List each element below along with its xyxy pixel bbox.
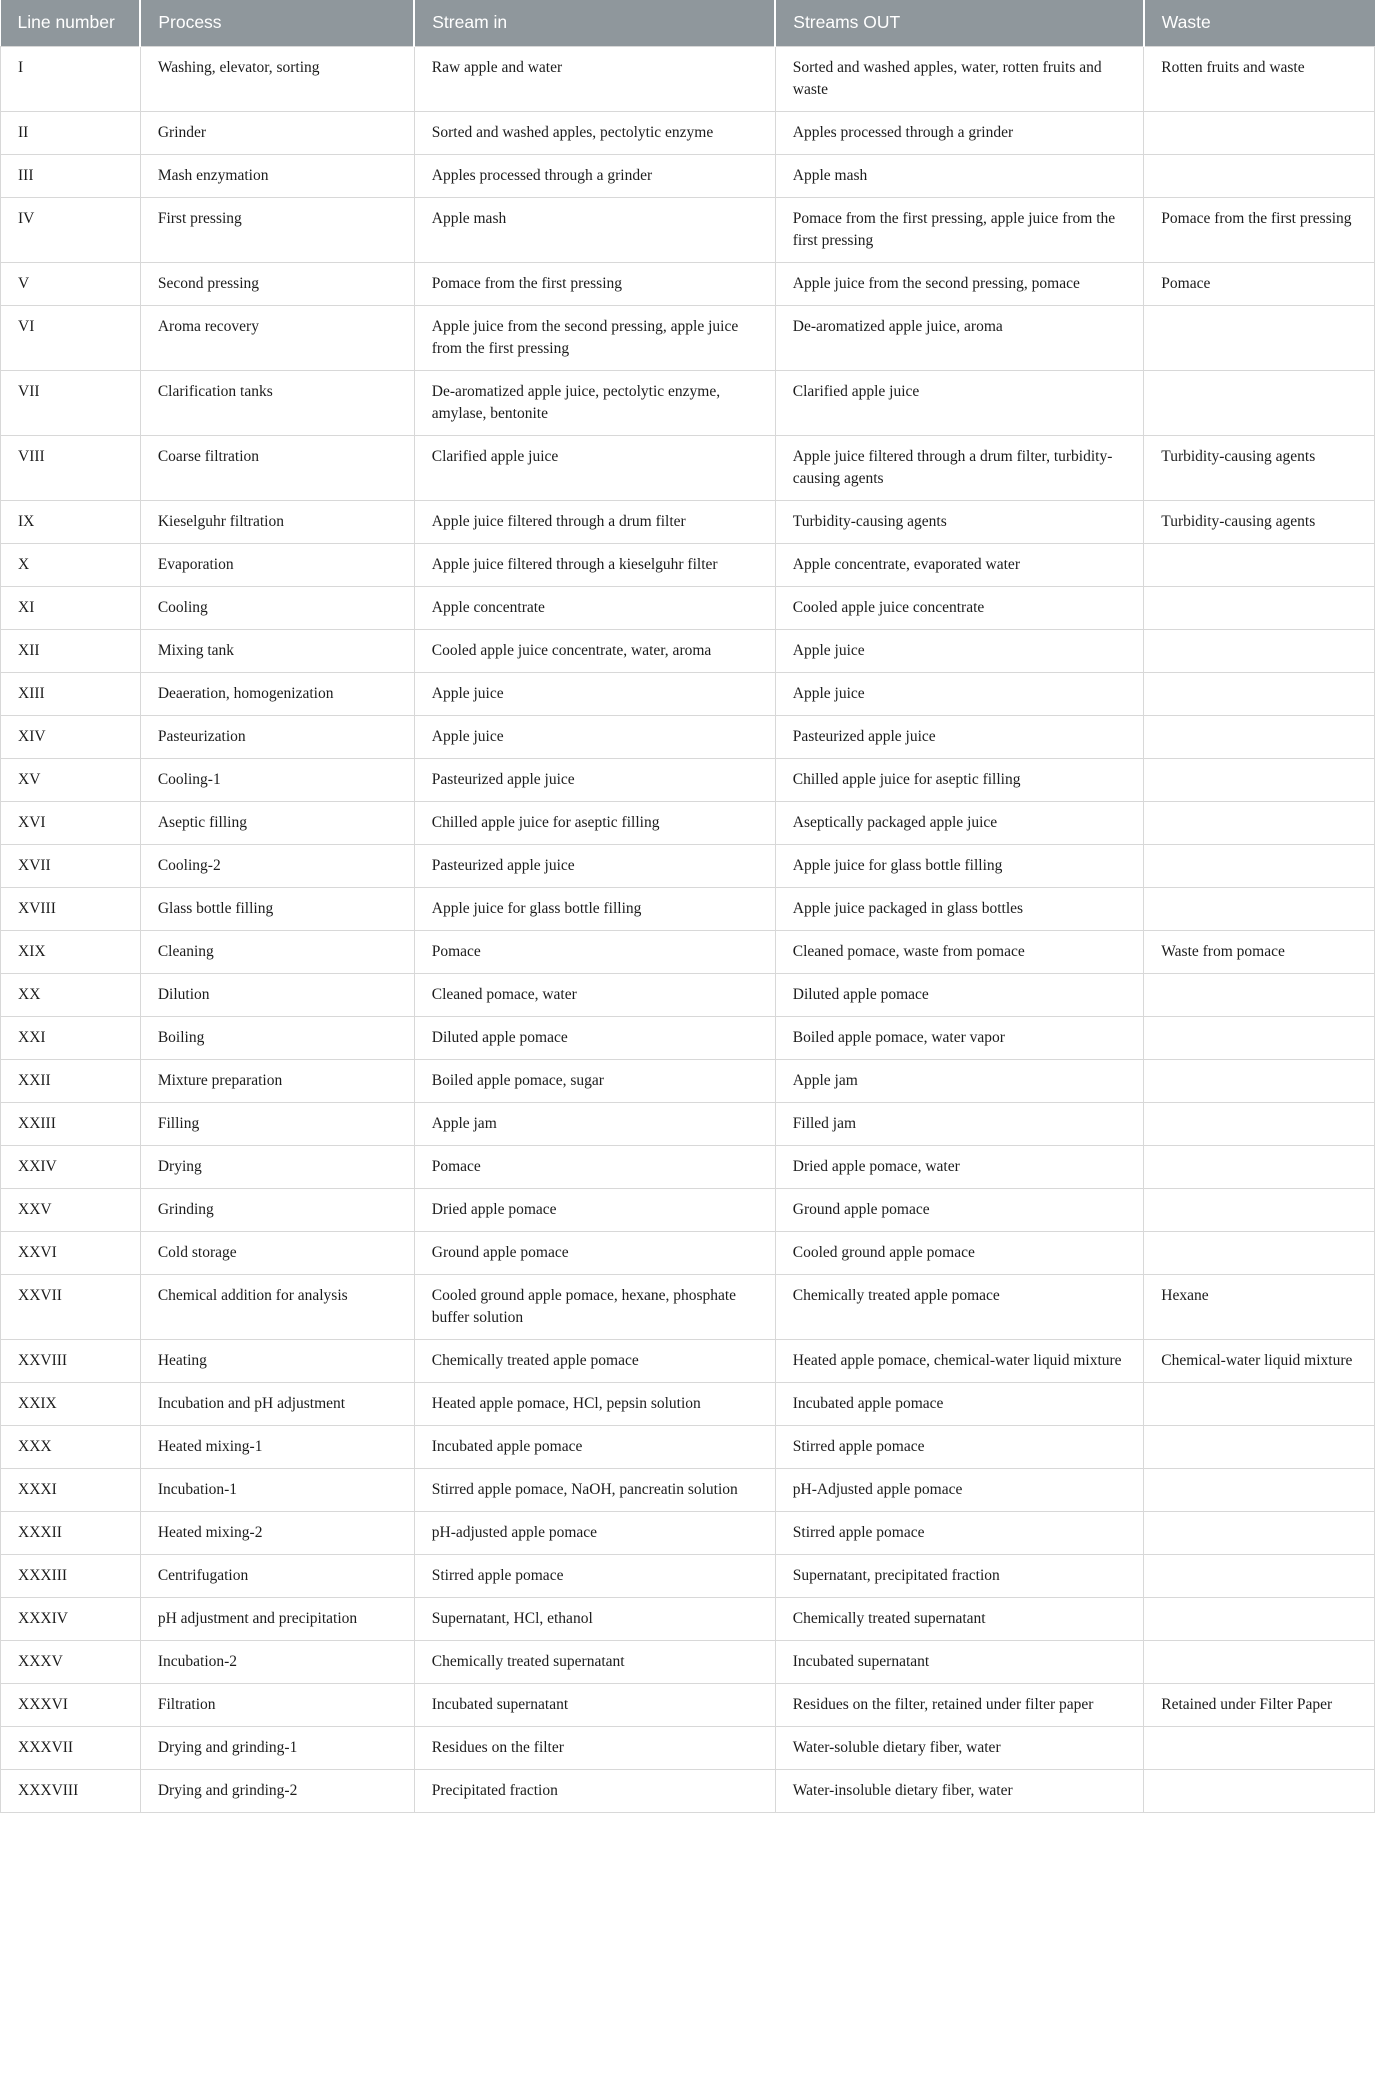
cell-streams-out: Stirred apple pomace [775,1511,1144,1554]
cell-stream-in: Pomace from the first pressing [414,262,775,305]
cell-streams-out: Apple concentrate, evaporated water [775,543,1144,586]
table-row [1,715,1375,758]
table-row [1,1683,1375,1726]
cell-stream-in: Cooled apple juice concentrate, water, aroma [414,629,775,672]
table-row [1,1554,1375,1597]
cell-waste: Chemical-water liquid mixture [1144,1339,1375,1382]
cell-stream-in: Apple juice [414,715,775,758]
cell-stream-in: Clarified apple juice [414,435,775,500]
cell-line-number: I [1,46,141,111]
cell-process: Dilution [140,973,414,1016]
table-row [1,197,1375,262]
cell-process: Boiling [140,1016,414,1059]
cell-process: Cooling-1 [140,758,414,801]
cell-streams-out: Pomace from the first pressing, apple juice from the first pressing [775,197,1144,262]
cell-waste [1144,154,1375,197]
cell-stream-in: Stirred apple pomace, NaOH, pancreatin solution [414,1468,775,1511]
cell-line-number: XXVII [1,1274,141,1339]
cell-process: Centrifugation [140,1554,414,1597]
cell-stream-in: Apple juice for glass bottle filling [414,887,775,930]
table-row [1,930,1375,973]
cell-stream-in: Pomace [414,1145,775,1188]
cell-waste: Waste from pomace [1144,930,1375,973]
cell-stream-in: Pomace [414,930,775,973]
table-row [1,1511,1375,1554]
cell-waste: Hexane [1144,1274,1375,1339]
cell-process: Cleaning [140,930,414,973]
cell-process: Grinder [140,111,414,154]
cell-line-number: XXVI [1,1231,141,1274]
cell-line-number: XXXII [1,1511,141,1554]
cell-streams-out: Apple juice [775,629,1144,672]
cell-streams-out: Chilled apple juice for aseptic filling [775,758,1144,801]
cell-process: Chemical addition for analysis [140,1274,414,1339]
cell-process: Cooling-2 [140,844,414,887]
cell-waste [1144,801,1375,844]
cell-line-number: VIII [1,435,141,500]
cell-line-number: XVI [1,801,141,844]
cell-waste [1144,1016,1375,1059]
cell-streams-out: Apple juice for glass bottle filling [775,844,1144,887]
cell-line-number: XXXIII [1,1554,141,1597]
cell-stream-in: Pasteurized apple juice [414,758,775,801]
cell-stream-in: Apple jam [414,1102,775,1145]
cell-stream-in: pH-adjusted apple pomace [414,1511,775,1554]
cell-waste: Turbidity-causing agents [1144,435,1375,500]
table-row [1,500,1375,543]
cell-streams-out: Water-soluble dietary fiber, water [775,1726,1144,1769]
cell-stream-in: Chemically treated apple pomace [414,1339,775,1382]
cell-stream-in: Boiled apple pomace, sugar [414,1059,775,1102]
cell-process: Cooling [140,586,414,629]
cell-waste [1144,543,1375,586]
cell-streams-out: Turbidity-causing agents [775,500,1144,543]
cell-streams-out: Apple juice filtered through a drum filter, turbidity-causing agents [775,435,1144,500]
cell-waste [1144,1468,1375,1511]
cell-process: Kieselguhr filtration [140,500,414,543]
table-row [1,111,1375,154]
cell-process: Heated mixing-1 [140,1425,414,1468]
cell-stream-in: Apples processed through a grinder [414,154,775,197]
cell-waste [1144,1059,1375,1102]
cell-line-number: XXXVIII [1,1769,141,1812]
cell-streams-out: Aseptically packaged apple juice [775,801,1144,844]
cell-stream-in: Apple concentrate [414,586,775,629]
cell-streams-out: Stirred apple pomace [775,1425,1144,1468]
cell-line-number: XVII [1,844,141,887]
column-header-waste: Waste [1144,0,1375,46]
cell-line-number: XXIX [1,1382,141,1425]
cell-streams-out: Diluted apple pomace [775,973,1144,1016]
cell-waste [1144,111,1375,154]
table-row [1,262,1375,305]
cell-waste [1144,1769,1375,1812]
cell-line-number: XVIII [1,887,141,930]
cell-process: Mash enzymation [140,154,414,197]
cell-streams-out: Incubated supernatant [775,1640,1144,1683]
cell-stream-in: Chemically treated supernatant [414,1640,775,1683]
cell-process: Glass bottle filling [140,887,414,930]
cell-line-number: XI [1,586,141,629]
table-row [1,1016,1375,1059]
cell-streams-out: Cooled ground apple pomace [775,1231,1144,1274]
table-row [1,154,1375,197]
table-row [1,543,1375,586]
column-header-process: Process [140,0,414,46]
table-row [1,586,1375,629]
cell-process: Mixture preparation [140,1059,414,1102]
cell-process: Grinding [140,1188,414,1231]
cell-line-number: VI [1,305,141,370]
table-row [1,1597,1375,1640]
cell-line-number: XXIII [1,1102,141,1145]
cell-line-number: XX [1,973,141,1016]
cell-streams-out: De-aromatized apple juice, aroma [775,305,1144,370]
cell-line-number: XXXI [1,1468,141,1511]
cell-waste [1144,629,1375,672]
cell-stream-in: Dried apple pomace [414,1188,775,1231]
cell-line-number: XXI [1,1016,141,1059]
table-row [1,629,1375,672]
table-row [1,1769,1375,1812]
cell-process: Incubation-1 [140,1468,414,1511]
cell-process: Deaeration, homogenization [140,672,414,715]
table-row [1,1425,1375,1468]
cell-streams-out: Heated apple pomace, chemical-water liquid mixture [775,1339,1144,1382]
cell-line-number: XXXV [1,1640,141,1683]
table-row [1,672,1375,715]
table-row [1,1102,1375,1145]
cell-waste: Pomace [1144,262,1375,305]
column-header-line-number: Line number [1,0,141,46]
column-header-stream-in: Stream in [414,0,775,46]
cell-process: Washing, elevator, sorting [140,46,414,111]
cell-streams-out: Apple juice [775,672,1144,715]
cell-stream-in: Stirred apple pomace [414,1554,775,1597]
table-row [1,305,1375,370]
cell-stream-in: Sorted and washed apples, pectolytic enzyme [414,111,775,154]
cell-waste [1144,1640,1375,1683]
table-row [1,1059,1375,1102]
cell-streams-out: Ground apple pomace [775,1188,1144,1231]
table-row [1,1188,1375,1231]
cell-stream-in: Raw apple and water [414,46,775,111]
cell-line-number: XXX [1,1425,141,1468]
cell-streams-out: Clarified apple juice [775,370,1144,435]
cell-line-number: IX [1,500,141,543]
cell-waste [1144,715,1375,758]
cell-stream-in: Precipitated fraction [414,1769,775,1812]
cell-waste [1144,1597,1375,1640]
cell-streams-out: Filled jam [775,1102,1144,1145]
cell-stream-in: Apple juice filtered through a kieselguhr filter [414,543,775,586]
cell-streams-out: Chemically treated apple pomace [775,1274,1144,1339]
cell-streams-out: Cleaned pomace, waste from pomace [775,930,1144,973]
cell-line-number: XXIV [1,1145,141,1188]
table-row [1,1382,1375,1425]
cell-waste [1144,1145,1375,1188]
table-row [1,1339,1375,1382]
cell-line-number: VII [1,370,141,435]
cell-line-number: III [1,154,141,197]
cell-streams-out: Incubated apple pomace [775,1382,1144,1425]
cell-waste [1144,1382,1375,1425]
cell-waste [1144,305,1375,370]
cell-waste [1144,1425,1375,1468]
table-body [1,46,1375,1812]
table-row [1,1640,1375,1683]
table-row [1,801,1375,844]
cell-waste [1144,758,1375,801]
cell-process: Drying and grinding-2 [140,1769,414,1812]
cell-line-number: II [1,111,141,154]
cell-waste [1144,370,1375,435]
cell-stream-in: Heated apple pomace, HCl, pepsin solution [414,1382,775,1425]
table-row [1,1274,1375,1339]
cell-process: Incubation-2 [140,1640,414,1683]
cell-process: Aseptic filling [140,801,414,844]
cell-line-number: XV [1,758,141,801]
column-header-streams-out: Streams OUT [775,0,1144,46]
cell-streams-out: Apple jam [775,1059,1144,1102]
cell-process: Cold storage [140,1231,414,1274]
cell-process: Heating [140,1339,414,1382]
cell-streams-out: Cooled apple juice concentrate [775,586,1144,629]
cell-streams-out: Water-insoluble dietary fiber, water [775,1769,1144,1812]
cell-waste [1144,1726,1375,1769]
cell-line-number: V [1,262,141,305]
cell-stream-in: Pasteurized apple juice [414,844,775,887]
cell-line-number: XXVIII [1,1339,141,1382]
cell-waste: Pomace from the first pressing [1144,197,1375,262]
table-row [1,887,1375,930]
cell-process: Evaporation [140,543,414,586]
cell-line-number: XXXVI [1,1683,141,1726]
cell-stream-in: Residues on the filter [414,1726,775,1769]
cell-line-number: XXV [1,1188,141,1231]
cell-waste: Turbidity-causing agents [1144,500,1375,543]
cell-waste: Retained under Filter Paper [1144,1683,1375,1726]
table-row [1,435,1375,500]
table-row [1,1145,1375,1188]
cell-stream-in: De-aromatized apple juice, pectolytic enzyme, amylase, bentonite [414,370,775,435]
cell-process: First pressing [140,197,414,262]
cell-waste [1144,1231,1375,1274]
cell-process: Pasteurization [140,715,414,758]
table-row [1,1468,1375,1511]
table-row [1,844,1375,887]
cell-stream-in: Diluted apple pomace [414,1016,775,1059]
cell-stream-in: Incubated apple pomace [414,1425,775,1468]
cell-stream-in: Supernatant, HCl, ethanol [414,1597,775,1640]
cell-process: Second pressing [140,262,414,305]
cell-line-number: IV [1,197,141,262]
cell-process: Incubation and pH adjustment [140,1382,414,1425]
cell-process: Clarification tanks [140,370,414,435]
cell-process: Drying [140,1145,414,1188]
cell-process: Drying and grinding-1 [140,1726,414,1769]
cell-waste [1144,887,1375,930]
cell-waste [1144,586,1375,629]
table-row [1,758,1375,801]
cell-process: pH adjustment and precipitation [140,1597,414,1640]
cell-waste [1144,1102,1375,1145]
cell-line-number: XXXVII [1,1726,141,1769]
cell-process: Aroma recovery [140,305,414,370]
table-row [1,1231,1375,1274]
cell-process: Coarse filtration [140,435,414,500]
cell-line-number: XXXIV [1,1597,141,1640]
cell-line-number: XXII [1,1059,141,1102]
table-row [1,46,1375,111]
table-row [1,370,1375,435]
cell-stream-in: Incubated supernatant [414,1683,775,1726]
cell-streams-out: Boiled apple pomace, water vapor [775,1016,1144,1059]
cell-streams-out: Apple juice from the second pressing, pomace [775,262,1144,305]
cell-stream-in: Apple mash [414,197,775,262]
cell-waste [1144,844,1375,887]
cell-streams-out: Dried apple pomace, water [775,1145,1144,1188]
cell-line-number: XII [1,629,141,672]
cell-waste: Rotten fruits and waste [1144,46,1375,111]
cell-process: Heated mixing-2 [140,1511,414,1554]
cell-stream-in: Chilled apple juice for aseptic filling [414,801,775,844]
header-row [1,0,1375,46]
cell-streams-out: pH-Adjusted apple pomace [775,1468,1144,1511]
cell-process: Filtration [140,1683,414,1726]
cell-streams-out: Apple juice packaged in glass bottles [775,887,1144,930]
cell-waste [1144,973,1375,1016]
cell-streams-out: Apples processed through a grinder [775,111,1144,154]
cell-streams-out: Residues on the filter, retained under filter paper [775,1683,1144,1726]
cell-streams-out: Apple mash [775,154,1144,197]
cell-streams-out: Sorted and washed apples, water, rotten fruits and waste [775,46,1144,111]
cell-line-number: XIV [1,715,141,758]
table-header [1,0,1375,46]
cell-line-number: XIX [1,930,141,973]
cell-stream-in: Ground apple pomace [414,1231,775,1274]
cell-line-number: X [1,543,141,586]
cell-process: Filling [140,1102,414,1145]
cell-process: Mixing tank [140,629,414,672]
cell-stream-in: Apple juice filtered through a drum filter [414,500,775,543]
cell-streams-out: Chemically treated supernatant [775,1597,1144,1640]
table-row [1,1726,1375,1769]
cell-waste [1144,1511,1375,1554]
cell-stream-in: Apple juice from the second pressing, apple juice from the first pressing [414,305,775,370]
cell-stream-in: Cooled ground apple pomace, hexane, phosphate buffer solution [414,1274,775,1339]
cell-waste [1144,672,1375,715]
cell-streams-out: Supernatant, precipitated fraction [775,1554,1144,1597]
cell-waste [1144,1554,1375,1597]
cell-streams-out: Pasteurized apple juice [775,715,1144,758]
cell-stream-in: Apple juice [414,672,775,715]
cell-stream-in: Cleaned pomace, water [414,973,775,1016]
table-row [1,973,1375,1016]
cell-line-number: XIII [1,672,141,715]
cell-waste [1144,1188,1375,1231]
